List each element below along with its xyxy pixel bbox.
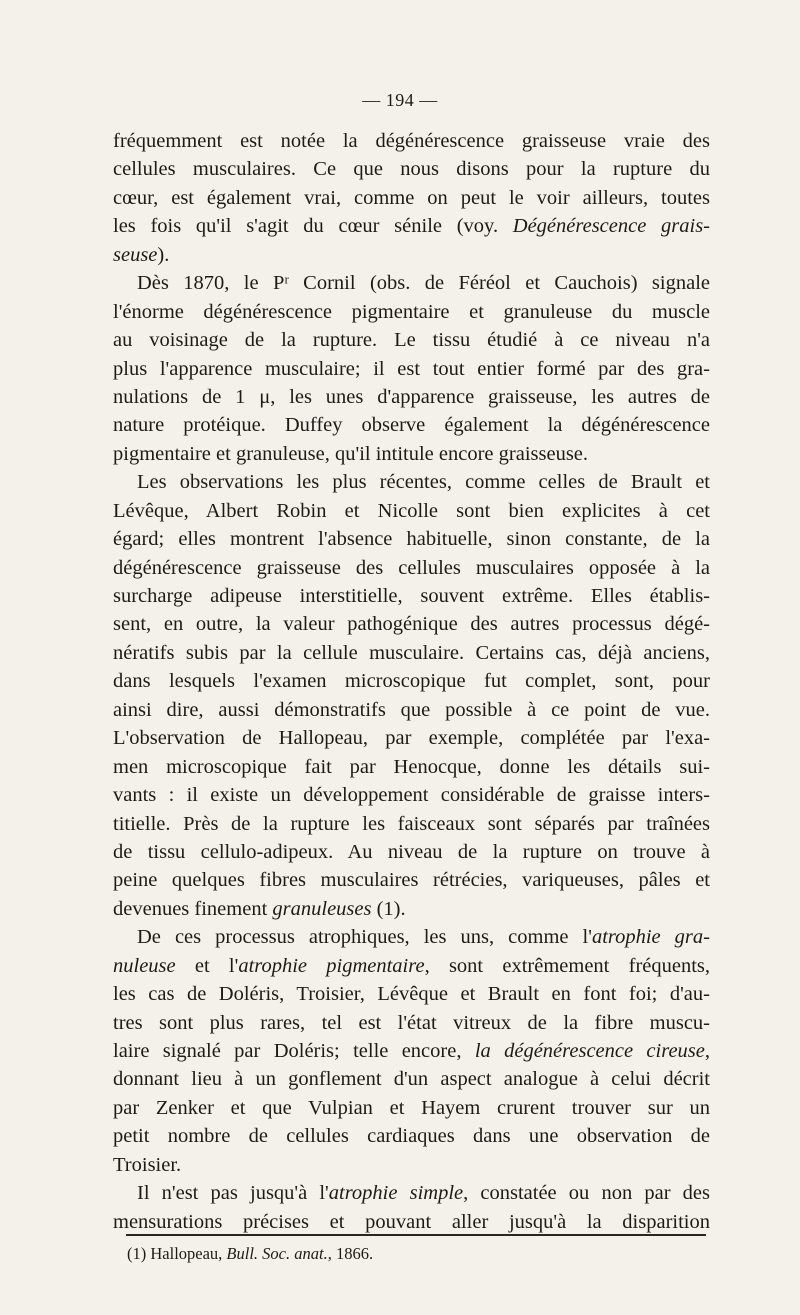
line-text: au voisinage de la rupture. Le tissu étudié à ce niveau n'a	[113, 329, 710, 352]
text-line	[113, 866, 710, 894]
line-text: mensurations précises et pouvant aller jusqu'à la disparition	[113, 1210, 710, 1233]
footnote	[127, 1244, 373, 1264]
line-after: ,	[704, 1040, 710, 1062]
line-text: nature protéique. Duffey observe également la dégénérescence	[113, 414, 710, 437]
text-line	[113, 895, 710, 923]
line-text: Les observations les plus récentes, comme celles de Brault et	[137, 471, 710, 494]
text-line	[113, 184, 710, 212]
text-line	[113, 241, 710, 269]
line-after: et l'	[175, 954, 239, 977]
line-text: de tissu cellulo-adipeux. Au niveau de la rupture on trouve à	[113, 840, 710, 863]
line-after2: , sont extrêmement fréquents,	[424, 954, 711, 977]
text-line	[113, 554, 710, 582]
text-line	[113, 298, 710, 326]
line-text: dégénérescence graisseuse des cellules musculaires opposée à la	[113, 556, 710, 579]
line-text: Lévêque, Albert Robin et Nicolle sont bien explicites à cet	[113, 499, 710, 522]
line-text: les fois qu'il s'agit du cœur sénile (voy.	[113, 215, 513, 238]
text-line	[113, 753, 710, 781]
line-text: l'énorme dégénérescence pigmentaire et granuleuse du muscle	[113, 300, 710, 323]
text-line	[113, 667, 710, 695]
text-line	[113, 411, 710, 439]
line-text: cœur, est également vrai, comme on peut le voir ailleurs, toutes	[113, 186, 710, 209]
line-italic: la dégénérescence cireuse	[474, 1040, 705, 1062]
text-line	[113, 1094, 710, 1122]
text-line	[113, 1208, 710, 1236]
line-text: donnant lieu à un gonflement d'un aspect analogue à celui décrit	[113, 1068, 710, 1091]
line-text: L'observation de Hallopeau, par exemple, complétée par l'exa-	[113, 727, 710, 750]
text-line	[113, 696, 710, 724]
text-line	[113, 355, 710, 383]
line-text: cellules musculaires. Ce que nous disons pour la rupture du	[113, 158, 710, 181]
text-line	[113, 1065, 710, 1093]
line-text: nératifs subis par la cellule musculaire. Certains cas, déjà anciens,	[113, 641, 710, 664]
line-text: devenues finement	[113, 897, 273, 920]
text-line	[113, 497, 710, 525]
line-text: sent, en outre, la valeur pathogénique des autres processus dégé-	[113, 613, 710, 636]
text-line	[113, 1037, 710, 1065]
line-text: tres sont plus rares, tel est l'état vitreux de la fibre muscu-	[113, 1011, 710, 1034]
line-italic: atrophie simple	[328, 1182, 464, 1205]
line-text: dans lesquels l'examen microscopique fut complet, sont, pour	[113, 670, 710, 693]
body-text	[113, 127, 710, 1236]
text-line	[113, 610, 710, 638]
line-italic: granuleuses	[272, 897, 372, 920]
line-text: Troisier.	[113, 1153, 182, 1176]
text-line	[113, 1122, 710, 1150]
footnote-after: , 1866.	[327, 1244, 374, 1263]
text-line	[113, 525, 710, 553]
text-line	[113, 326, 710, 354]
line-text: nulations de 1 μ, les unes d'apparence graisseuse, les autres de	[113, 385, 710, 408]
text-line	[113, 810, 710, 838]
text-line	[113, 468, 710, 496]
text-line	[113, 1179, 710, 1207]
line-text: fréquemment est notée la dégénérescence graisseuse vraie des	[113, 130, 710, 152]
line-after: ).	[157, 243, 170, 266]
line-text: ainsi dire, aussi démonstratifs que possible à ce point de vue.	[113, 698, 710, 721]
text-line	[113, 980, 710, 1008]
footnote-italic: Bull. Soc. anat.	[226, 1244, 328, 1263]
footnote-text: (1) Hallopeau,	[127, 1244, 227, 1263]
line-italic: Dégénérescence grais-	[512, 215, 710, 238]
text-line	[113, 1151, 710, 1179]
text-line	[113, 838, 710, 866]
text-line	[113, 724, 710, 752]
line-italic: nuleuse	[113, 954, 176, 977]
line-italic: seuse	[113, 243, 158, 266]
text-line	[113, 440, 710, 468]
text-line	[113, 269, 710, 297]
line-italic2: atrophie pigmentaire	[238, 954, 425, 977]
text-line	[113, 952, 710, 980]
line-after: (1).	[371, 897, 406, 920]
text-line	[113, 639, 710, 667]
line-text: Il n'est pas jusqu'à l'	[137, 1182, 329, 1205]
page-number: — 194 —	[362, 90, 438, 110]
line-text: surcharge adipeuse interstitielle, souvent extrême. Elles établis-	[113, 585, 710, 607]
line-text: par Zenker et que Vulpian et Hayem crurent trouver sur un	[113, 1096, 710, 1119]
line-text: les cas de Doléris, Troisier, Lévêque et Brault en font foi; d'au-	[113, 983, 710, 1006]
line-text: plus l'apparence musculaire; il est tout entier formé par des gra-	[113, 357, 710, 380]
text-line	[113, 155, 710, 183]
line-text: peine quelques fibres musculaires rétrécies, variqueuses, pâles et	[113, 869, 710, 892]
text-line	[113, 212, 710, 240]
text-line	[113, 383, 710, 411]
line-text: De ces processus atrophiques, les uns, comme l'	[137, 926, 592, 949]
line-text: pigmentaire et granuleuse, qu'il intitule encore graisseuse.	[113, 442, 589, 465]
line-text: Dès 1870, le Pʳ Cornil (obs. de Féréol et Cauchois) signale	[137, 272, 710, 295]
line-italic: atrophie gra-	[591, 926, 710, 949]
line-text: petit nombre de cellules cardiaques dans une observation de	[113, 1125, 710, 1148]
line-text: égard; elles montrent l'absence habituelle, sinon constante, de la	[113, 528, 710, 551]
line-text: titielle. Près de la rupture les faisceaux sont séparés par traînées	[113, 812, 710, 835]
line-text: laire signalé par Doléris; telle encore,	[113, 1040, 475, 1062]
line-after: , constatée ou non par des	[463, 1182, 710, 1205]
text-line	[113, 1009, 710, 1037]
text-line	[113, 781, 710, 809]
line-text: men microscopique fait par Henocque, donne les détails sui-	[113, 755, 710, 778]
text-line	[113, 582, 710, 610]
line-text: vants : il existe un développement considérable de graisse inters-	[113, 784, 710, 807]
text-line	[113, 127, 710, 155]
footnote-rule	[126, 1234, 706, 1236]
text-line	[113, 923, 710, 951]
